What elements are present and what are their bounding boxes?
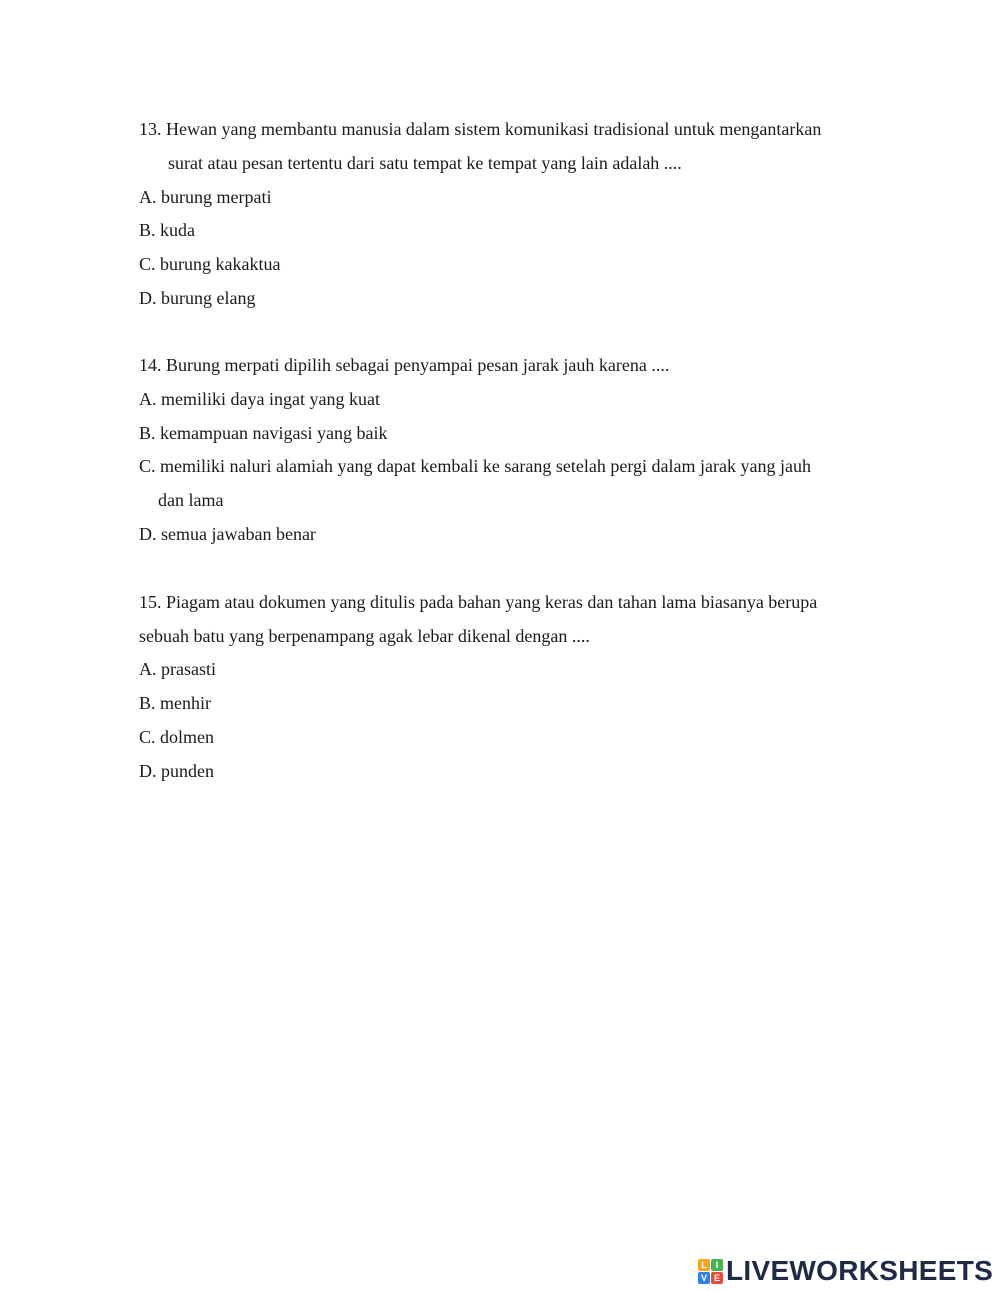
question-15-text-line-1: 15. Piagam atau dokumen yang ditulis pada bahan yang keras dan tahan lama biasanya berupa	[139, 592, 818, 612]
question-13-text-line-1: 13. Hewan yang membantu manusia dalam sistem komunikasi tradisional untuk mengantarkan	[139, 119, 822, 139]
liveworksheets-logo	[698, 1255, 994, 1286]
logo-tile-v: V	[698, 1272, 710, 1284]
question-14-text: 14. Burung merpati dipilih sebagai penyampai pesan jarak jauh karena ....	[139, 355, 670, 375]
question-14-option-b[interactable]: B. kemampuan navigasi yang baik	[139, 423, 388, 443]
logo-tile-l: L	[698, 1259, 710, 1271]
question-14-option-c-continuation: dan lama	[158, 490, 224, 510]
logo-tile-e: E	[711, 1272, 723, 1284]
liveworksheets-logo-icon	[698, 1259, 723, 1284]
question-15-option-a[interactable]: A. prasasti	[139, 659, 216, 679]
question-15-option-b[interactable]: B. menhir	[139, 693, 211, 713]
question-15-text-line-2: sebuah batu yang berpenampang agak lebar dikenal dengan ....	[139, 626, 590, 646]
liveworksheets-logo-text: LIVEWORKSHEETS	[726, 1255, 994, 1286]
logo-tile-i: I	[711, 1259, 723, 1271]
question-15-option-d[interactable]: D. punden	[139, 761, 214, 781]
question-13-option-c[interactable]: C. burung kakaktua	[139, 254, 281, 274]
question-13-option-b[interactable]: B. kuda	[139, 220, 195, 240]
question-15-option-c[interactable]: C. dolmen	[139, 727, 214, 747]
question-14-option-d[interactable]: D. semua jawaban benar	[139, 524, 316, 544]
question-14-option-a[interactable]: A. memiliki daya ingat yang kuat	[139, 389, 380, 409]
question-13-text-line-2: surat atau pesan tertentu dari satu tempat ke tempat yang lain adalah ....	[168, 153, 682, 173]
question-13-option-d[interactable]: D. burung elang	[139, 288, 256, 308]
question-13-option-a[interactable]: A. burung merpati	[139, 187, 272, 207]
question-14-option-c[interactable]: C. memiliki naluri alamiah yang dapat kembali ke sarang setelah pergi dalam jarak yang jauh	[139, 456, 811, 476]
